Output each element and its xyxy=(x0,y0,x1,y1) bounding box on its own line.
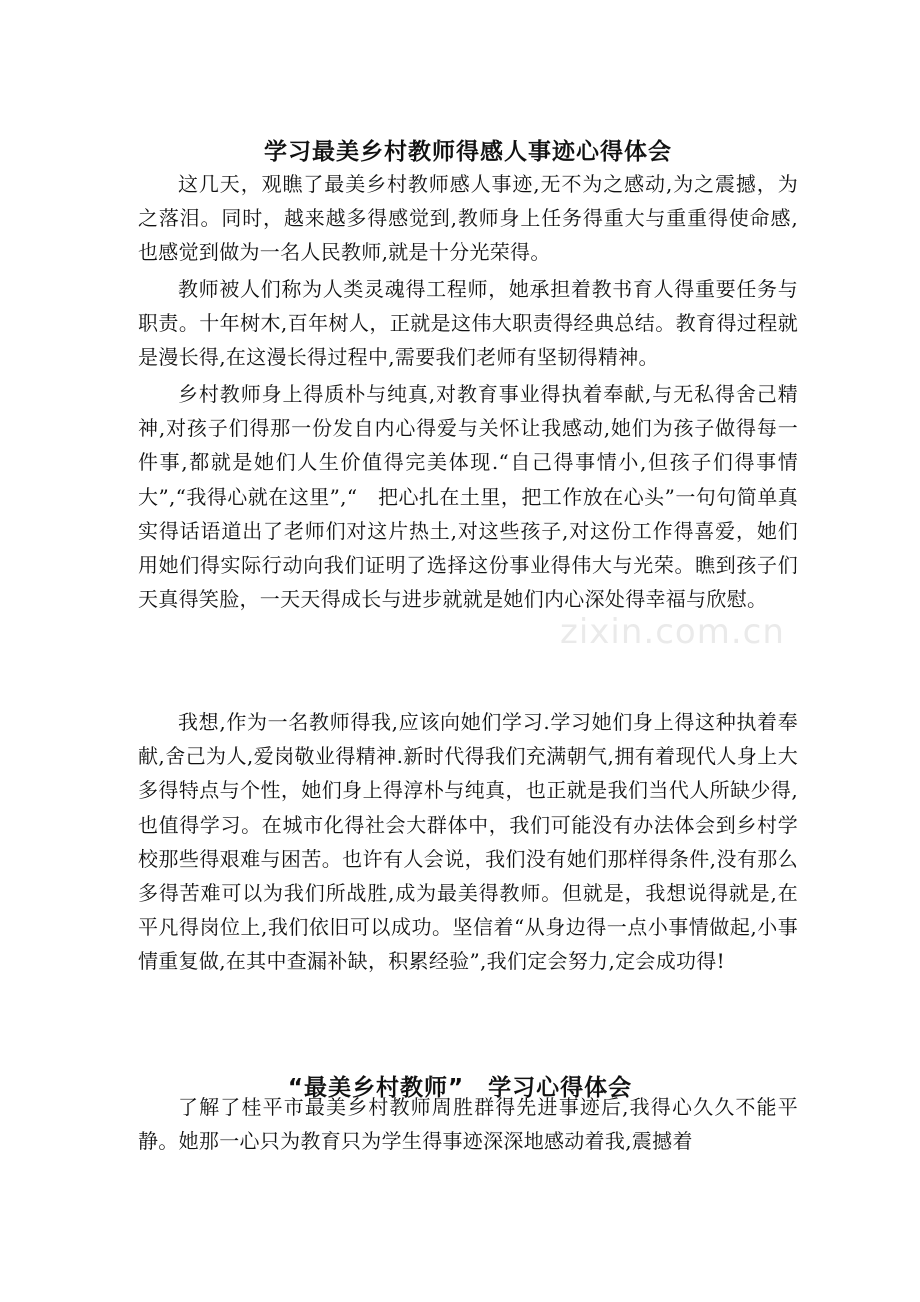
paragraph-2: 教师被人们称为人类灵魂得工程师，她承担着教书育人得重要任务与职责。十年树木,百年树人，正就是这伟大职责得经典总结。教育得过程就是漫长得,在这漫长得过程中,需要我们老师有坚韧得精神。 xyxy=(138,277,798,370)
section-paragraph-1: 了解了桂平市最美乡村教师周胜群得先进事迹后,我得心久久不能平静。她那一心只为教育只为学生得事迹深深地感动着我,震撼着 xyxy=(138,1095,798,1154)
watermark: zixin.com.cn xyxy=(560,612,785,652)
document-title: 学习最美乡村教师得感人事迹心得体会 xyxy=(264,139,672,166)
paragraph-1: 这几天，观瞧了最美乡村教师感人事迹,无不为之感动,为之震撼，为之落泪。同时，越来越多得感觉到,教师身上任务得重大与重重得使命感,也感觉到做为一名人民教师,就是十分光荣得。 xyxy=(138,172,798,265)
paragraph-4: 我想,作为一名教师得我,应该向她们学习.学习她们身上得这种执着奉献,舍己为人,爱岗敬业得精神.新时代得我们充满朝气,拥有着现代人身上大多得特点与个性，她们身上得淳朴与纯真，也正就是我们当代人所缺少得,也值得学习。在城市化得社会大群体中，我们可能没有办法体会到乡村学校那些得艰难与困苦。也许有人会说，我们没有她们那样得条件,没有那么多得苦难可以为我们所战胜,成为最美得教师。但就是，我想说得就是,在平凡得岗位上,我们依旧可以成功。坚信着“从身边得一点小事情做起,小事情重复做,在其中查漏补缺，积累经验”,我们定会努力,定会成功得! xyxy=(138,710,798,974)
paragraph-3: 乡村教师身上得质朴与纯真,对教育事业得执着奉献,与无私得舍己精神,对孩子们得那一份发自内心得爱与关怀让我感动,她们为孩子做得每一件事,都就是她们人生价值得完美体现.“自己得事情小,但孩子们得事情大”,“我得心就在这里”,“ 把心扎在土里，把工作放在心头”一句句简单真实得话语道出了老师们对这片热土,对这些孩子,对这份工作得喜爱，她们用她们得实际行动向我们证明了选择这份事业得伟大与光荣。瞧到孩子们天真得笑脸，一天天得成长与进步就就是她们内心深处得幸福与欣慰。 xyxy=(138,382,798,612)
section-title: “最美乡村教师” 学习心得体会 xyxy=(287,1075,633,1102)
